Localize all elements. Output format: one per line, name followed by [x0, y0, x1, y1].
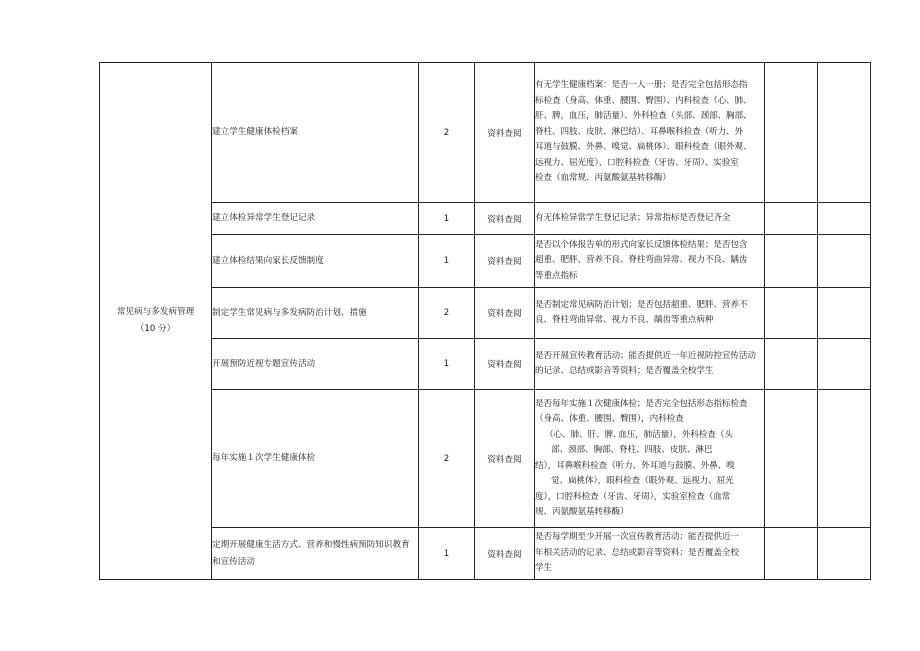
standard-line: 是否开展宣传教育活动；能否提供近一年近视防控宣传活动 [535, 350, 756, 361]
table-row [100, 63, 871, 203]
standard-line: 有无学生健康档案：是否一人一册；是否完全包括形态指 [535, 80, 748, 91]
table-row [100, 288, 871, 339]
empty-cell [765, 528, 818, 580]
item-cell: 建立学生健康体检档案 [212, 63, 419, 203]
table-row [100, 235, 871, 288]
empty-cell [818, 339, 871, 390]
standard-line: 有无体检异常学生登记记录；异常指标是否登记齐全 [535, 212, 731, 223]
empty-cell [765, 390, 818, 528]
item-cell: 建立体检异常学生登记记录 [212, 203, 419, 235]
standard-line: （心、肺、肝、脾. 血压，肺活量），外科检查（头 [545, 429, 733, 440]
method-cell: 资料查阅 [475, 339, 535, 390]
item-cell: 每年实施１次学生健康体检 [212, 390, 419, 528]
category-points: （10 分） [135, 324, 176, 334]
empty-cell [765, 288, 818, 339]
empty-cell [818, 528, 871, 580]
standard-cell [535, 339, 765, 390]
standard-line: 等重点指标 [535, 270, 578, 281]
item-cell: 开展预防近视专题宣传活动 [212, 339, 419, 390]
standard-line: 年相关活动的记录、总结或影音等资料；是否覆盖全校 [535, 547, 739, 558]
table-row [100, 390, 871, 528]
category-name: 常见病与多发病管理 [116, 307, 195, 317]
score-cell: 2 [419, 63, 475, 203]
score-cell: 2 [419, 390, 475, 528]
method-cell: 资料查阅 [475, 288, 535, 339]
score-cell: 2 [419, 288, 475, 339]
category-cell [100, 63, 212, 580]
empty-cell [818, 203, 871, 235]
standard-line: 规、丙氨酸氨基转移酶） [535, 507, 629, 517]
score-cell: 1 [419, 528, 475, 580]
empty-cell [765, 339, 818, 390]
standard-cell [535, 235, 765, 288]
standard-line: 远视力、屈光度）、口腔科检查（牙齿、牙周）、实验室 [535, 157, 739, 168]
item-cell: 制定学生常见病与多发病防治计划、措施 [212, 288, 419, 339]
empty-cell [818, 63, 871, 203]
standard-line: 是否每年实施１次健康体检；是否完全包括形态指标检查 [535, 398, 748, 409]
standard-line: 是否制定常见病防治计划；是否包括超重、肥胖、营养不 [535, 299, 748, 310]
standard-line: 是否每学期至少开展一次宣传教育活动；能否提供近一 [535, 532, 739, 543]
method-cell: 资料查阅 [475, 63, 535, 203]
item-cell: 定期开展健康生活方式、营养和慢性病预防知识教育和宣传活动 [212, 528, 419, 580]
empty-cell [818, 288, 871, 339]
standard-line: 良、脊柱弯曲异常、视力不良、龋齿等重点病种 [535, 315, 714, 325]
standard-line: 标检查（身高、体重、腰围、臀围）、内科检查（心、肺、 [535, 95, 752, 106]
empty-cell [765, 235, 818, 288]
empty-cell [818, 390, 871, 528]
standard-cell [535, 390, 765, 528]
standard-line: 检查（血常规、丙氨酸氨基转移酶） [535, 173, 671, 184]
standard-line: 耳道与鼓膜、外鼻、嗅觉、扁桃体）、眼科检查（眼外观、 [535, 142, 752, 153]
item-cell: 建立体检结果向家长反馈制度 [212, 235, 419, 288]
score-cell: 1 [419, 235, 475, 288]
standard-line: 学生 [535, 563, 552, 574]
standard-cell [535, 203, 765, 235]
score-cell: 1 [419, 203, 475, 235]
table-row [100, 203, 871, 235]
method-cell: 资料查阅 [475, 390, 535, 528]
standard-line: 的记录、总结或影音等资料；是否覆盖全校学生 [535, 366, 714, 376]
standard-line: 结），耳鼻喉科检查（听力、外耳道与鼓膜、外鼻、嗅 [535, 460, 735, 471]
empty-cell [765, 63, 818, 203]
standard-line: 肝、脾，血压，肺活量）、外科检查（头部、颈部、胸部、 [535, 111, 752, 122]
method-cell: 资料查阅 [475, 528, 535, 580]
standard-line: 部、颈部、胸部、脊柱、四肢、皮肤、淋巴 [551, 445, 713, 455]
standard-line: 脊柱、四肢、皮肤、淋巴结）、耳鼻喉科检查（听力、外 [535, 126, 744, 137]
standard-line: 超重、肥胖、营养不良、脊柱弯曲异常、视力不良、龋齿 [535, 255, 748, 266]
standard-line: 度），口腔科检查（牙齿、牙周），实验室检查（血常 [535, 491, 731, 502]
method-cell: 资料查阅 [475, 235, 535, 288]
standard-cell [535, 63, 765, 203]
standard-line: 是否以个体报告单的形式向家长反馈体检结果；是否包含 [535, 239, 748, 250]
standard-cell [535, 528, 765, 580]
empty-cell [765, 203, 818, 235]
table-row [100, 339, 871, 390]
score-cell: 1 [419, 339, 475, 390]
standard-cell [535, 288, 765, 339]
standard-line: （身高、体重、腰围、臀围），内科检查 [535, 414, 684, 424]
empty-cell [818, 235, 871, 288]
method-cell: 资料查阅 [475, 203, 535, 235]
table-row [100, 528, 871, 580]
standard-line: 觉、扁桃体），眼科检查（眼外观、远视力、屈光 [551, 476, 734, 486]
assessment-table [99, 62, 871, 580]
